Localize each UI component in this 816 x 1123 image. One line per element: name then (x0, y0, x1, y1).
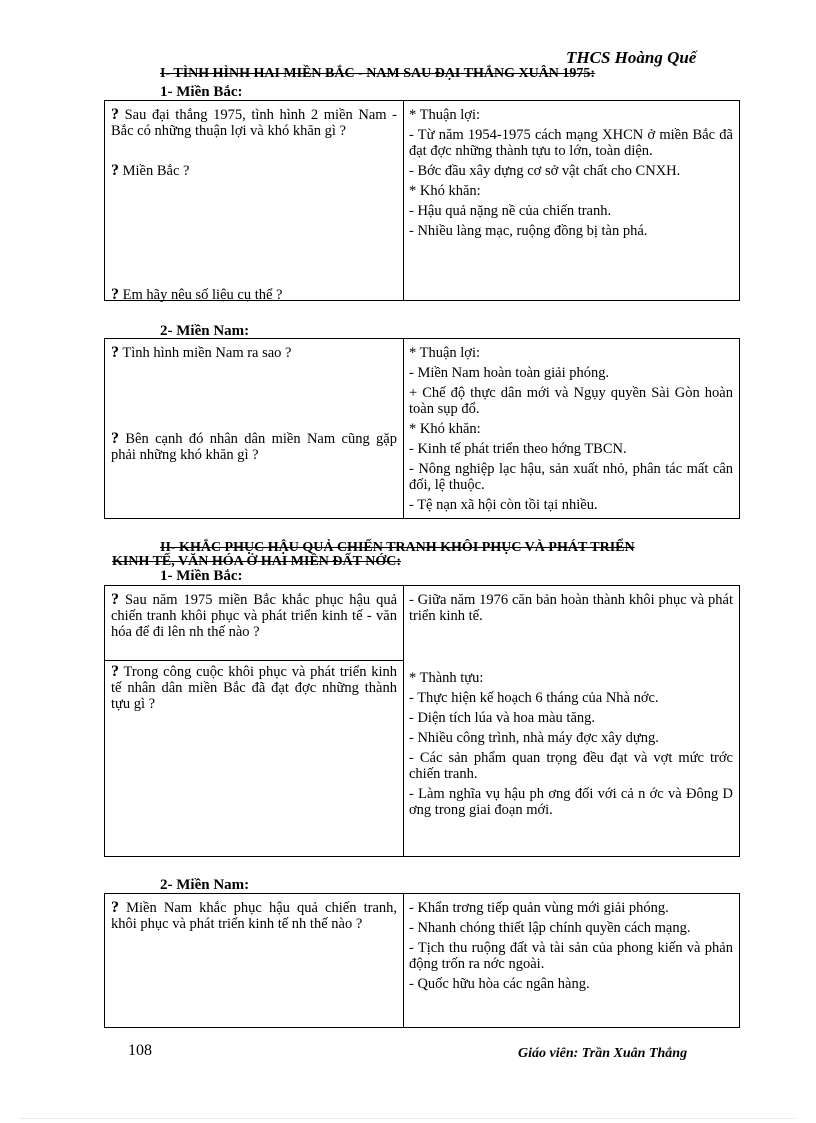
question-cell (111, 664, 397, 712)
answer-line: - Nhiều công trình, nhà máy đợc xây dựng. (409, 730, 659, 746)
question-text: Trong công cuộc khôi phục và phát triển kinh tế nhân dân miền Bắc đã đạt đợc những thành tựu gì ? (111, 664, 397, 712)
answer-cell (409, 107, 733, 243)
answer-line: - Tệ nạn xã hội còn tồi tại nhiều. (409, 497, 598, 513)
question-mark-icon: ? (111, 591, 119, 608)
answer-line: - Quốc hữu hòa các ngân hàng. (409, 976, 590, 992)
table-s2-south (104, 893, 740, 1028)
answer-line: - Hậu quả nặng nề của chiến tranh. (409, 203, 612, 219)
answer-line: * Thuận lợi: (409, 345, 481, 361)
section-2-north-title: 1- Miền Bắc: (160, 568, 243, 584)
teacher-name: Giáo viên: Trần Xuân Thắng (518, 1046, 688, 1061)
answer-cell (409, 900, 733, 996)
page-bottom-divider (20, 1118, 796, 1119)
question-text: Miền Nam khắc phục hậu quả chiến tranh, khôi phục và phát triển kinh tế nh thế nào ? (111, 900, 397, 932)
answer-line: - Nhanh chóng thiết lập chính quyền cách mạng. (409, 920, 691, 936)
answer-line: * Khó khăn: (409, 183, 481, 199)
school-name: THCS Hoàng Quế (566, 48, 697, 67)
answer-line: - Kinh tế phát triển theo hớng TBCN. (409, 441, 627, 457)
question-text: Em hãy nêu số liệu cụ thể ? (122, 287, 283, 303)
question-mark-icon: ? (111, 106, 119, 123)
answer-line: - Bớc đầu xây dựng cơ sở vật chất cho CNXH. (409, 163, 681, 179)
page-number: 108 (128, 1042, 152, 1059)
section-2-south-title: 2- Miền Nam: (160, 877, 250, 893)
table-s2-north (104, 585, 740, 857)
question-text: Tình hình miền Nam ra sao ? (122, 345, 292, 361)
answer-line: - Tịch thu ruộng đất và tài sản của phong kiến và phản động trốn ra nớc ngoài. (409, 940, 733, 972)
answer-line: - Khẩn trơng tiếp quản vùng mới giải phóng. (409, 900, 669, 916)
answer-line: - Làm nghĩa vụ hậu ph ơng đối với cả n ớc và Đông D ơng trong giai đoạn mới. (409, 786, 733, 818)
table-s1-south (104, 338, 740, 519)
question-mark-icon: ? (111, 430, 119, 447)
answer-cell (409, 592, 733, 628)
answer-line: - Từ năm 1954-1975 cách mạng XHCN ở miền Bắc đã đạt đợc những thành tựu to lớn, toàn diện. (409, 127, 733, 159)
answer-cell (409, 345, 733, 517)
answer-line: * Khó khăn: (409, 421, 481, 437)
answer-line: - Nhiều làng mạc, ruộng đồng bị tàn phá. (409, 223, 648, 239)
section-1-title: I- TÌNH HÌNH HAI MIỀN BẮC - NAM SAU ĐẠI THẮNG XUÂN 1975: (160, 66, 596, 81)
answer-line: * Thuận lợi: (409, 107, 481, 123)
answer-line: - Nông nghiệp lạc hậu, sản xuất nhỏ, phân tác mất cân đối, lệ thuộc. (409, 461, 733, 493)
question-cell (111, 900, 397, 932)
section-2-title-line1: II- KHẮC PHỤC HẬU QUẢ CHIẾN TRANH KHÔI PHỤC VÀ PHÁT TRIỂN (160, 540, 635, 555)
question-cell (111, 287, 397, 303)
question-text: Sau đại thắng 1975, tình hình 2 miền Nam - Bắc có những thuận lợi và khó khăn gì ? (111, 107, 397, 139)
section-2-title-line2: KINH TẾ, VĂN HÓA Ở HAI MIỀN ĐẤT NỚC: (112, 554, 401, 569)
question-mark-icon: ? (111, 663, 119, 680)
answer-line: - Giữa năm 1976 căn bản hoàn thành khôi phục và phát triển kinh tế. (409, 592, 733, 624)
section-1-south-title: 2- Miền Nam: (160, 323, 250, 339)
question-cell (111, 592, 397, 640)
question-mark-icon: ? (111, 899, 119, 916)
answer-line: - Miền Nam hoàn toàn giải phóng. (409, 365, 610, 381)
question-mark-icon: ? (111, 162, 119, 179)
question-text: Bên cạnh đó nhân dân miền Nam cũng gặp phải những khó khăn gì ? (111, 431, 397, 463)
question-cell (111, 107, 397, 139)
question-text: Sau năm 1975 miền Bắc khắc phục hậu quả chiến tranh khôi phục và phát triển kinh tế - văn hóa để đi lên nh thế nào ? (111, 592, 398, 640)
row-divider (105, 660, 403, 661)
answer-line: - Các sản phẩm quan trọng đều đạt và vợt mức trớc chiến tranh. (409, 750, 733, 782)
table-s1-north (104, 100, 740, 301)
question-text: Miền Bắc ? (122, 163, 190, 179)
answer-line: + Chế độ thực dân mới và Ngụy quyền Sài Gòn hoàn toàn sụp đổ. (409, 385, 733, 417)
answer-line: * Thành tựu: (409, 670, 484, 686)
question-cell (111, 345, 397, 361)
question-cell (111, 163, 397, 179)
question-mark-icon: ? (111, 286, 119, 303)
answer-cell (409, 670, 733, 822)
question-mark-icon: ? (111, 344, 119, 361)
answer-line: - Thực hiện kế hoạch 6 tháng của Nhà nớc. (409, 690, 659, 706)
answer-line: - Diện tích lúa và hoa màu tăng. (409, 710, 596, 726)
question-cell (111, 431, 397, 463)
section-1-north-title: 1- Miền Bắc: (160, 84, 243, 100)
